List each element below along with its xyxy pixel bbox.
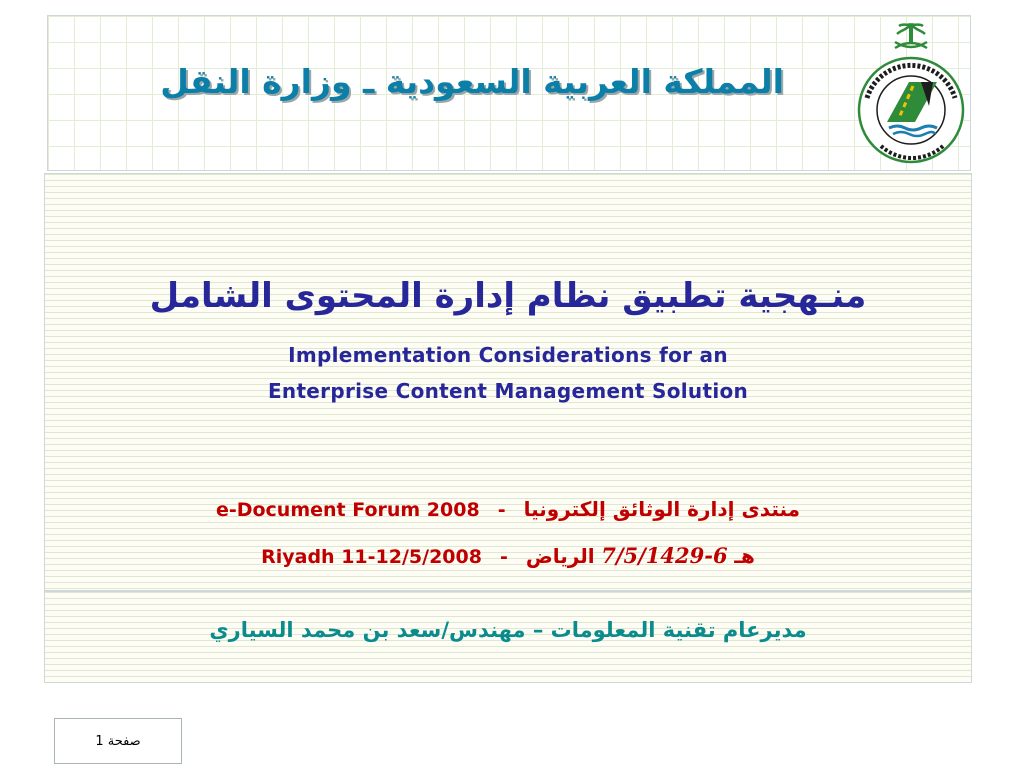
date-ar-city: الرياض	[525, 544, 595, 568]
palm-swords-icon	[895, 24, 927, 48]
presentation-title-ar: منـهجية تطبيق نظام إدارة المحتوى الشامل	[149, 276, 867, 316]
forum-separator: -	[497, 499, 506, 521]
date-en: Riyadh 11-12/5/2008	[261, 546, 482, 568]
page-number: صفحة 1	[54, 718, 182, 764]
date-ar-suffix: هـ	[734, 544, 755, 568]
presentation-title-en-line1: Implementation Considerations for an	[288, 343, 728, 367]
forum-line	[44, 497, 972, 521]
ministry-logo	[851, 20, 971, 166]
date-ar-hijri: 6-7/5/1429	[601, 543, 728, 568]
date-separator: -	[499, 546, 508, 568]
forum-name-ar: منتدى إدارة الوثائق إلكترونيا	[523, 497, 801, 521]
date-line	[44, 543, 972, 568]
presentation-title-en-line2: Enterprise Content Management Solution	[267, 379, 749, 403]
forum-name-en: e-Document Forum 2008	[215, 499, 480, 521]
presenter-name: مديرعام تقنية المعلومات – مهندس/سعد بن محمد السياري	[209, 618, 807, 642]
header-title: المملكة العربية السعودية ـ وزارة النقل	[160, 62, 784, 101]
